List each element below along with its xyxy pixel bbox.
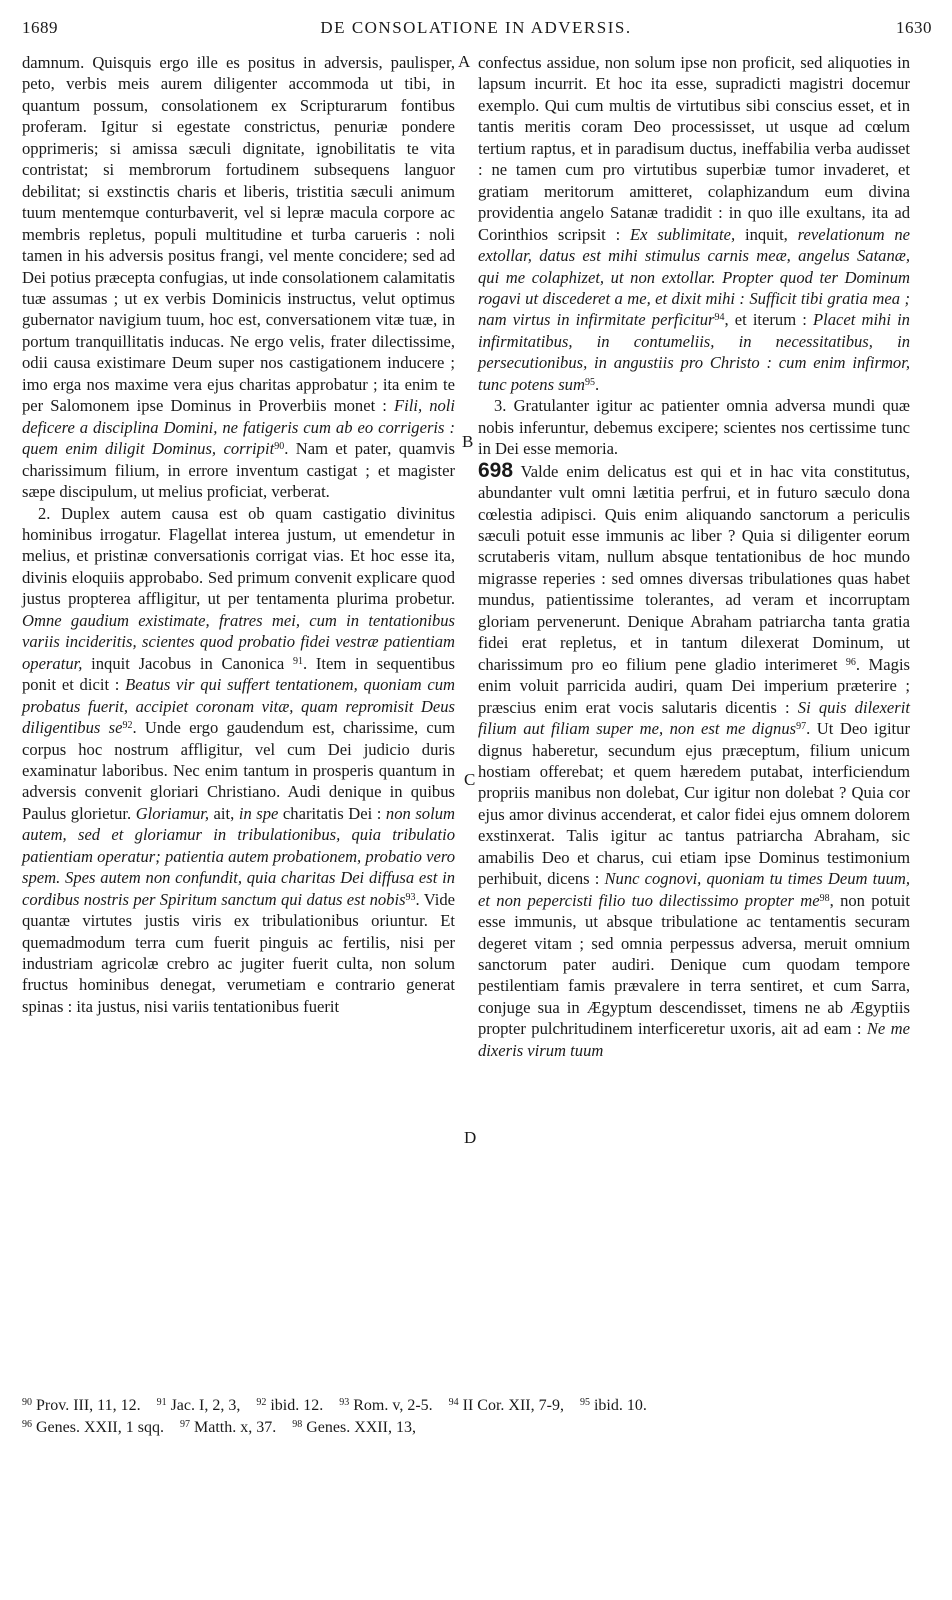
footnote-ref: 96 bbox=[845, 656, 856, 668]
footnote-ref: 98 bbox=[819, 892, 830, 904]
margin-marker-a: A bbox=[458, 52, 471, 71]
footnote-ref: 93 bbox=[405, 891, 416, 903]
right-column bbox=[478, 52, 910, 1061]
margin-marker-d: D bbox=[464, 1128, 477, 1147]
page-number-left: 1689 bbox=[22, 18, 58, 37]
footnote: $^{90}$ Prov. III, 11, 12. bbox=[22, 1397, 141, 1414]
footnote: $^{92}$ ibid. 12. bbox=[256, 1397, 324, 1414]
footnote: $^{98}$ Genes. XXII, 13, bbox=[292, 1419, 416, 1436]
footnote: $^{96}$ Genes. XXII, 1 sqq. bbox=[22, 1419, 164, 1436]
footnote: $^{93}$ Rom. v, 2-5. bbox=[339, 1397, 433, 1414]
margin-marker-c: C bbox=[464, 770, 476, 789]
footnote: $^{91}$ Jac. I, 2, 3, bbox=[156, 1397, 241, 1414]
running-title: DE CONSOLATIONE IN ADVERSIS. bbox=[320, 18, 632, 37]
footnote-ref: 94 bbox=[714, 312, 725, 324]
footnotes-line-2 bbox=[22, 1417, 927, 1438]
footnote-ref: 91 bbox=[292, 655, 303, 667]
left-paragraph-1: damnum. Quisquis ergo ille es positus in adversis, paulisper, peto, verbis meis aurem diligenter accommoda ut tibi, in quantum possum, consolationem ex Scripturarum fontibus proferam. Igitur si egestate constrictus, penuriæ pondere opprimeris; si amissa sæculi dignitate, ignobilitatis te vita contristat; si membrorum fortudinem subsequens languor debilitat; si exstinctis charis et liberis, tristitia sæculi animum tuum mentemque conturbaverit, vel si lepræ macula corpore ac membris repletus, populi multitudine et turba carueris : noli tamen in his adversis positus frangi, vel mente concidere; sed ad Dei potius præcepta confugias, ut inde consolationem calamitatis tuæ assumas ; ut ex verbis Dominicis instructus, velut optimus gubernator navigium tuum, hoc est, conversationem vitæ tuæ, in portum tranquillitatis inducas. Ne ergo velis, frater dilectissime, odii causa existimare Deum super nos castigationem inducere ; imo erga nos maxime vera ejus charitas approbatur ; ita enim te per Salomonem ipse Dominus in Proverbiis monet : Fili, noli deficere a disciplina Domini, ne fatigeris cum ab eo corrigeris : quem enim diligit Dominus, corripit$^{90}$. Nam et pater, quamvis charissimum filium, in errore inventum castigat ; et magister sæpe discipulum, ut melius proficiat, verberat. bbox=[22, 53, 456, 502]
left-paragraph-2: 2. Duplex autem causa est ob quam castigatio divinitus hominibus irrogatur. Flagellat interea justum, ut emendetur in melius, et pristinæ conversationis corrigat vias. Et hoc esse ita, divinis eloquiis approbabo. Sed primum convenit explicare quod justus propterea affligitur, ut per tentamenta plurima probetur. Omne gaudium existimate, fratres mei, cum in tentationibus variis incideritis, scientes quod probatio fidei vestræ patientiam operatur, inquit Jacobus in Canonica $^{91}$. Item in sequentibus ponit et dicit : Beatus vir qui suffert tentationem, quoniam cum probatus fuerit, accipiet coronam vitæ, quam repromisit Deus diligentibus $se^{92}$. Unde ergo gaudendum est, charissime, cum corpus hoc nostrum affligitur, vel cum Dei judicio duris examinatur laboribus. Nec enim tantum in prosperis quantum in adversis convenit gloriari Christiano. Audi denique in quibus Paulus glorietur. Gloriamur, ait, in spe charitatis Dei : non solum autem, sed et gloriamur in tribulationibus, quia tribulatio patientiam operatur; patientia autem probationem, probatio vero spem. Spes autem non confundit, quia charitas Dei diffusa est in cordibus nostris per Spiritum sanctum qui datus est nobis$^{93}$. Vide quantæ virtutes justis viris ex tribulationibus oriuntur. Et quemadmodum terra cum fuerit pinguis ac fertilis, nisi per industriam agricolæ crebro ac jugiter fuerit culta, non solum fructus hominibus denegat, verumetiam e contrario generat spinas : ita justus, nisi variis tentationibus fuerit bbox=[22, 503, 455, 1016]
footnote-ref: 90 bbox=[274, 441, 285, 453]
right-paragraph-1: confectus assidue, non solum ipse non proficit, sed aliquoties in lapsum incurrit. Et hoc ita esse, supradicti magistri docemur exemplo. Qui cum multis de virtutibus sibi conscius esset, et in tantis meritis coram Deo processisset, ut usque ad cœlum tertium raptus, et in paradisum ductus, ineffabilia verba audisset : ne tamen cum pro virtutibus superbiæ tumor invaderet, et gratiam meritorum amitteret, colaphizandum eum divina providentia angelo Satanæ tradidit : in quo ille exultans, ita ad Corinthios scripsit : Ex sublimitate, inquit, revelationum ne extollar, datus est mihi stimulus carnis meæ, angelus Satanæ, qui me colaphizet, ut non extollar. Propter quod ter Dominum rogavi ut discederet a me, et dixit mihi : Sufficit tibi gratia mea ; nam virtus in infirmitate perficitur$^{94}$, et iterum : Placet mihi in infirmitatibus, in contumeliis, in necessitatibus, in persecutionibus, in angustiis pro Christo : cum enim infirmor, tunc potens sum$^{95}$. bbox=[478, 53, 911, 394]
footnotes-line-1 bbox=[22, 1395, 927, 1416]
footnote-ref: 92 bbox=[122, 720, 133, 732]
page-number-right: 1630 bbox=[896, 18, 932, 37]
right-paragraph-2: 3. Gratulanter igitur ac patienter omnia adversa mundi quæ nobis inferuntur, debemus excipere; scientes nos certissime tunc in Dei esse memoria. 698 Valde enim delicatus est qui et in hac vita constitutus, abundanter vult omni lætitia perfrui, et in futuro sæculo dona cœlestia adipisci. Quis enim aliquando sanctorum a periculis sæculi potuit esse immunis ac liber ? Quia si diligenter eorum scrutaberis vitam, nullum absque tentationibus de hoc mundo migrasse reperies : sed omnes diversas tribulationes quas habet mundus, patientissime tolerantes, ad veram et incorruptam gloriam pervenerunt. Denique Abraham patriarcha tanta gratia fidei erat repletus, et in tantum dilexerat Dominum, ut charissimum pro eo filium pene gladio interimeret $^{96}$. Magis enim voluit parricida audiri, quam Dei imperium præterire ; præscius enim erat vocis salutaris dicentis : Si quis dilexerit filium aut filiam super me, non est me dignus$^{97}$. Ut Deo igitur dignus haberetur, secundum ejus præceptum, filium unicum hostiam offerebat; et quem hæredem putabat, interficiendum propriis manibus non dolebat, Cur igitur non dolebat ? Quia cor ejus amor divinus accenderat, et calor fidei ejus omnem dolorem exstinxerat. Talis igitur ac tantus patriarcha Abraham, sic amabilis Deo et charus, cui etiam ipse Dominus testimonium perhibuit, dicens : Nunc cognovi, quoniam tu times Deum tuum, et non pepercisti filio tuo dilectissimo propter $me^{98}$, non potuit esse immunis, ut absque tribulatione ac tentamentis securam degeret vitam ; sed omnia perpessus adversa, meruit omnium sanctorum pater audiri. Denique cum quodam tempore pestilentiam famis prævalere in terra sentiret, et cum Sarra, conjuge sua in Ægyptum descendisset, timens ne ab Ægyptiis propter pulchritudinem interficeretur uxoris, ait ad eam : Ne me dixeris virum tuum bbox=[478, 396, 911, 1060]
footnote-ref: 95 bbox=[584, 376, 595, 388]
footnote-ref: 97 bbox=[796, 721, 807, 733]
footnote: $^{97}$ Matth. x, 37. bbox=[179, 1419, 277, 1436]
footnote: $^{95}$ ibid. 10. bbox=[579, 1397, 647, 1414]
left-column bbox=[22, 52, 455, 1017]
margin-marker-b: B bbox=[462, 432, 474, 451]
footnote: $^{94}$ II Cor. XII, 7-9, bbox=[448, 1397, 564, 1414]
column-number: 698 bbox=[478, 458, 514, 482]
